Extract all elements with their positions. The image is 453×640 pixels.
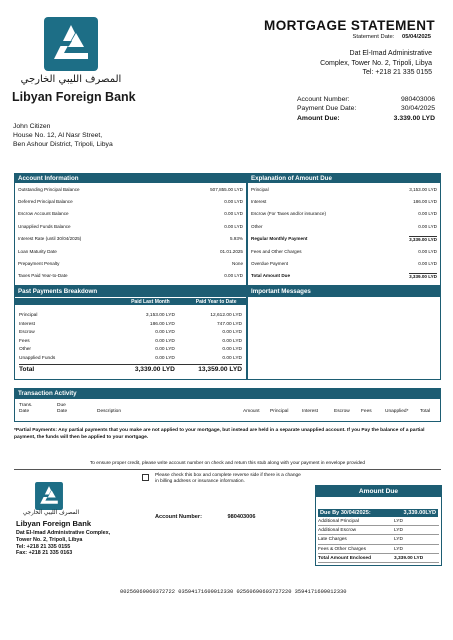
explanation-row — [248, 208, 440, 220]
account-info-row-value: None — [232, 261, 243, 267]
account-info-row-value: 01.01.2025 — [220, 248, 243, 254]
statement-date-label: Statement Date: — [352, 34, 395, 40]
address-change-checkbox[interactable] — [142, 474, 149, 481]
statement-date-line — [352, 34, 431, 40]
past-payment-row — [15, 355, 246, 364]
stub-amount-row[interactable] — [318, 526, 439, 535]
transaction-header — [15, 399, 440, 419]
stub-bank-name-arabic: المصرف الليبي الخارجي — [22, 510, 80, 516]
stub-amount-row[interactable] — [318, 535, 439, 544]
explanation-row — [248, 233, 440, 245]
col-last-month: Paid Last Month — [131, 299, 170, 305]
col-trans-date: Trans. Date — [19, 403, 33, 414]
explanation-row — [248, 183, 440, 195]
stub-amount-row-label: Total Amount Enclosed — [318, 555, 372, 561]
total-label: Total — [19, 365, 35, 373]
explanation-row — [248, 257, 440, 269]
total-ytd: 13,359.00 LYD — [198, 365, 242, 373]
explanation-row-label: Interest — [251, 199, 267, 205]
customer-address — [13, 123, 113, 149]
transaction-activity-title: Transaction Activity — [15, 389, 440, 399]
account-info-row-label: Loan Maturity Date — [18, 248, 57, 254]
past-payment-label: Unapplied Funds — [19, 355, 56, 361]
stub-amount-row-value: LYD — [394, 528, 403, 534]
bank-logo — [42, 15, 100, 73]
stub-amount-due-title: Amount Due — [316, 486, 441, 497]
past-payment-last-month: 0.00 LYD — [155, 355, 175, 361]
important-messages-title: Important Messages — [248, 287, 440, 297]
bank-address-line: Complex, Tower No. 2, Tripoli, Libya — [320, 59, 432, 67]
account-info-row — [15, 195, 246, 207]
stub-amount-due-panel — [315, 485, 442, 566]
stub-account-number-value: 980403006 — [227, 514, 256, 520]
stub-amount-row-label: Additional Escrow — [318, 528, 357, 534]
past-payment-label: Principal — [19, 313, 38, 318]
bank-address-line: Tel: +218 21 335 0155 — [362, 69, 432, 76]
stub-address — [16, 530, 110, 557]
account-info-row-label: Unapplied Funds Balance — [18, 223, 71, 229]
account-number: 980403006 — [400, 96, 435, 103]
col-due-date: Due Date — [57, 403, 68, 414]
col-escrow: Escrow — [334, 409, 350, 414]
stub-account-number — [155, 514, 256, 520]
account-info-row-label: Deferred Principal Balance — [18, 199, 73, 205]
explanation-row-value: 3,153.00 LYD — [409, 186, 437, 192]
account-info-row — [15, 220, 246, 232]
stub-amount-row-label: Additional Principal — [318, 519, 359, 524]
explanation-row-value: 3,339.00 LYD — [409, 273, 437, 279]
past-payments-panel — [14, 286, 247, 380]
account-info-row-value: 5.93% — [229, 236, 243, 242]
account-info-row — [15, 208, 246, 220]
stub-divider — [14, 469, 441, 470]
col-description: Description — [97, 409, 121, 414]
account-info-row-label: Taxes Paid Year-to-Date — [18, 273, 68, 279]
explanation-row-label: Principal — [251, 186, 269, 192]
amount-explanation-rows — [248, 183, 440, 282]
past-payment-ytd: 0.00 LYD — [222, 338, 242, 344]
customer-line: John Citizen — [13, 123, 51, 130]
past-payment-last-month: 3,153.00 LYD — [145, 313, 175, 318]
past-payment-ytd: 0.00 LYD — [222, 330, 242, 336]
partial-payments-note: *Partial Payments: Any partial payments that you make are not applied to your mortgage, but instead are held in a separate unapplied account. If you Pay the balance of a partial payment, the funds will then be applied to your mortgage. — [14, 428, 425, 440]
past-payment-label: Other — [19, 347, 31, 353]
stub-amount-row[interactable] — [318, 545, 439, 554]
stub-address-line: Fax: +218 21 335 0163 — [16, 550, 73, 557]
past-payment-last-month: 0.00 LYD — [155, 338, 175, 344]
transaction-activity-panel — [14, 388, 441, 422]
account-info-row-value: 0.00 LYD — [224, 273, 243, 279]
account-info-row — [15, 233, 246, 245]
stub-account-number-label: Account Number: — [155, 514, 202, 520]
explanation-row-label: Total Amount Due — [251, 273, 291, 279]
account-info-row — [15, 183, 246, 195]
explanation-row-value: 0.00 LYD — [418, 223, 437, 229]
account-info-row-value: 0.00 LYD — [224, 199, 243, 205]
past-payment-last-month: 0.00 LYD — [155, 330, 175, 336]
amount-due-label: Amount Due: — [297, 114, 340, 122]
stub-due-by-value: 3,339.00LYD — [403, 510, 436, 516]
account-information-title: Account Information — [15, 174, 246, 183]
stub-due-by-row — [318, 509, 438, 517]
stub-amount-row-label: Fees & Other Charges — [318, 546, 366, 552]
past-payment-row — [15, 346, 246, 355]
bank-name-arabic: المصرف الليبي الخارجي — [20, 74, 122, 85]
stub-bank-name: Libyan Foreign Bank — [16, 519, 92, 528]
past-payment-last-month: 0.00 LYD — [155, 347, 175, 353]
bank-address — [320, 49, 432, 78]
account-information-rows — [15, 183, 246, 282]
stub-amount-row[interactable] — [318, 517, 439, 526]
past-payment-label: Escrow — [19, 330, 35, 336]
col-principal: Principal — [270, 409, 289, 414]
past-payments-rows — [15, 305, 246, 364]
stub-amount-row-value: LYD — [394, 546, 403, 552]
stub-amount-row-value: LYD — [394, 537, 403, 543]
total-last-month: 3,339.00 LYD — [134, 365, 175, 373]
past-payment-last-month: 186.00 LYD — [149, 321, 175, 327]
col-ytd: Paid Year to Date — [195, 299, 237, 305]
statement-date: 05/04/2025 — [401, 34, 431, 40]
explanation-row-label: Fees and Other Charges — [251, 248, 302, 254]
address-change-text: Please check this box and complete reverse side if there is a change in billing address or insurance information. — [155, 473, 301, 484]
past-payments-header — [15, 297, 246, 305]
past-payment-ytd: 0.00 LYD — [222, 347, 242, 353]
statement-title: MORTGAGE STATEMENT — [264, 18, 435, 33]
explanation-row — [248, 270, 440, 282]
account-info-row-label: Interest Rate (until 30/04/2025) — [18, 236, 82, 242]
explanation-row-label: Overdue Payment — [251, 261, 289, 267]
account-info-row-label: Prepayment Penalty — [18, 261, 60, 267]
col-fees: Fees — [361, 409, 372, 414]
past-payments-title: Past Payments Breakdown — [15, 287, 246, 297]
account-information-panel — [14, 173, 247, 286]
explanation-row-value: 0.00 LYD — [418, 261, 437, 267]
amount-explanation-title: Explanation of Amount Due — [248, 174, 440, 183]
important-messages-panel — [247, 286, 441, 380]
due-date: 30/04/2025 — [400, 105, 435, 113]
stub-address-line: Tower No. 2, Tripoli, Libya — [16, 536, 83, 543]
statement-summary — [297, 95, 435, 123]
stub-bank-logo — [34, 481, 64, 511]
past-payments-total — [19, 364, 242, 374]
past-payment-row — [15, 338, 246, 347]
col-amount: Amount — [243, 409, 260, 414]
explanation-row-value: 0.00 LYD — [418, 248, 437, 254]
bank-name: Libyan Foreign Bank — [12, 90, 136, 104]
explanation-row — [248, 220, 440, 232]
explanation-row-value: 0.00 LYD — [418, 211, 437, 217]
stub-amount-row-value: 3,339.00 LYD — [394, 555, 424, 561]
stub-address-line: Tel: +218 21 335 0155 — [16, 543, 71, 550]
past-payment-row — [15, 312, 246, 321]
customer-line: House No. 12, Al Nasr Street, — [13, 131, 103, 139]
account-info-row-value: 0.00 LYD — [224, 223, 243, 229]
stub-due-by-label: Due By 30/04/2025: — [320, 510, 371, 516]
account-info-row — [15, 257, 246, 269]
past-payment-ytd: 747.00 LYD — [217, 321, 242, 327]
explanation-row-label: Regular Monthly Payment — [251, 236, 308, 242]
past-payment-row — [15, 321, 246, 330]
explanation-row-label: Escrow (For Taxes and/or insurance) — [251, 211, 326, 217]
past-payment-ytd: 12,612.00 LYD — [210, 313, 242, 318]
explanation-row-value: 3,339.00 LYD — [409, 236, 437, 242]
col-unapplied: Unapplied* — [385, 409, 409, 414]
bank-address-line: Dat El-Imad Administrative — [349, 50, 432, 57]
stub-amount-row-label: Late Charges — [318, 537, 347, 543]
account-info-row — [15, 270, 246, 282]
past-payment-row — [15, 329, 246, 338]
stub-amount-rows — [316, 517, 441, 563]
micr-line: 00256069060372722 03594171609012330 02560690603727220 3594171609012330 — [120, 589, 347, 595]
explanation-row — [248, 245, 440, 257]
col-total: Total — [420, 409, 431, 414]
account-info-row-label: Escrow Account Balance — [18, 211, 69, 217]
account-number-label: Account Number: — [297, 96, 350, 103]
past-payment-label: Fees — [19, 338, 30, 344]
account-info-row-value: 0.00 LYD — [224, 211, 243, 217]
amount-due: 3.339.00 LYD — [393, 114, 435, 122]
customer-line: Ben Ashour District, Tripoli, Libya — [13, 140, 113, 148]
col-interest: Interest — [302, 409, 318, 414]
stub-instruction: To ensure proper credit, please write account number on check and return this stub along with your payment in envelope provided — [89, 461, 366, 466]
explanation-row — [248, 195, 440, 207]
stub-amount-row-value: LYD — [394, 519, 403, 524]
explanation-row-value: 186.00 LYD — [413, 199, 437, 205]
account-info-row-value: 507,855.00 LYD — [210, 186, 243, 192]
past-payment-label: Interest — [19, 321, 35, 327]
explanation-row-label: Other — [251, 223, 263, 229]
due-date-label: Payment Due Date: — [297, 105, 357, 113]
stub-amount-row — [318, 554, 439, 563]
amount-explanation-panel — [247, 173, 441, 286]
account-info-row-label: Outstanding Principal Balance — [18, 186, 80, 192]
account-info-row — [15, 245, 246, 257]
past-payment-ytd: 0.00 LYD — [222, 355, 242, 361]
stub-address-line: Dat El-Imad Administrative Complex, — [16, 530, 111, 536]
